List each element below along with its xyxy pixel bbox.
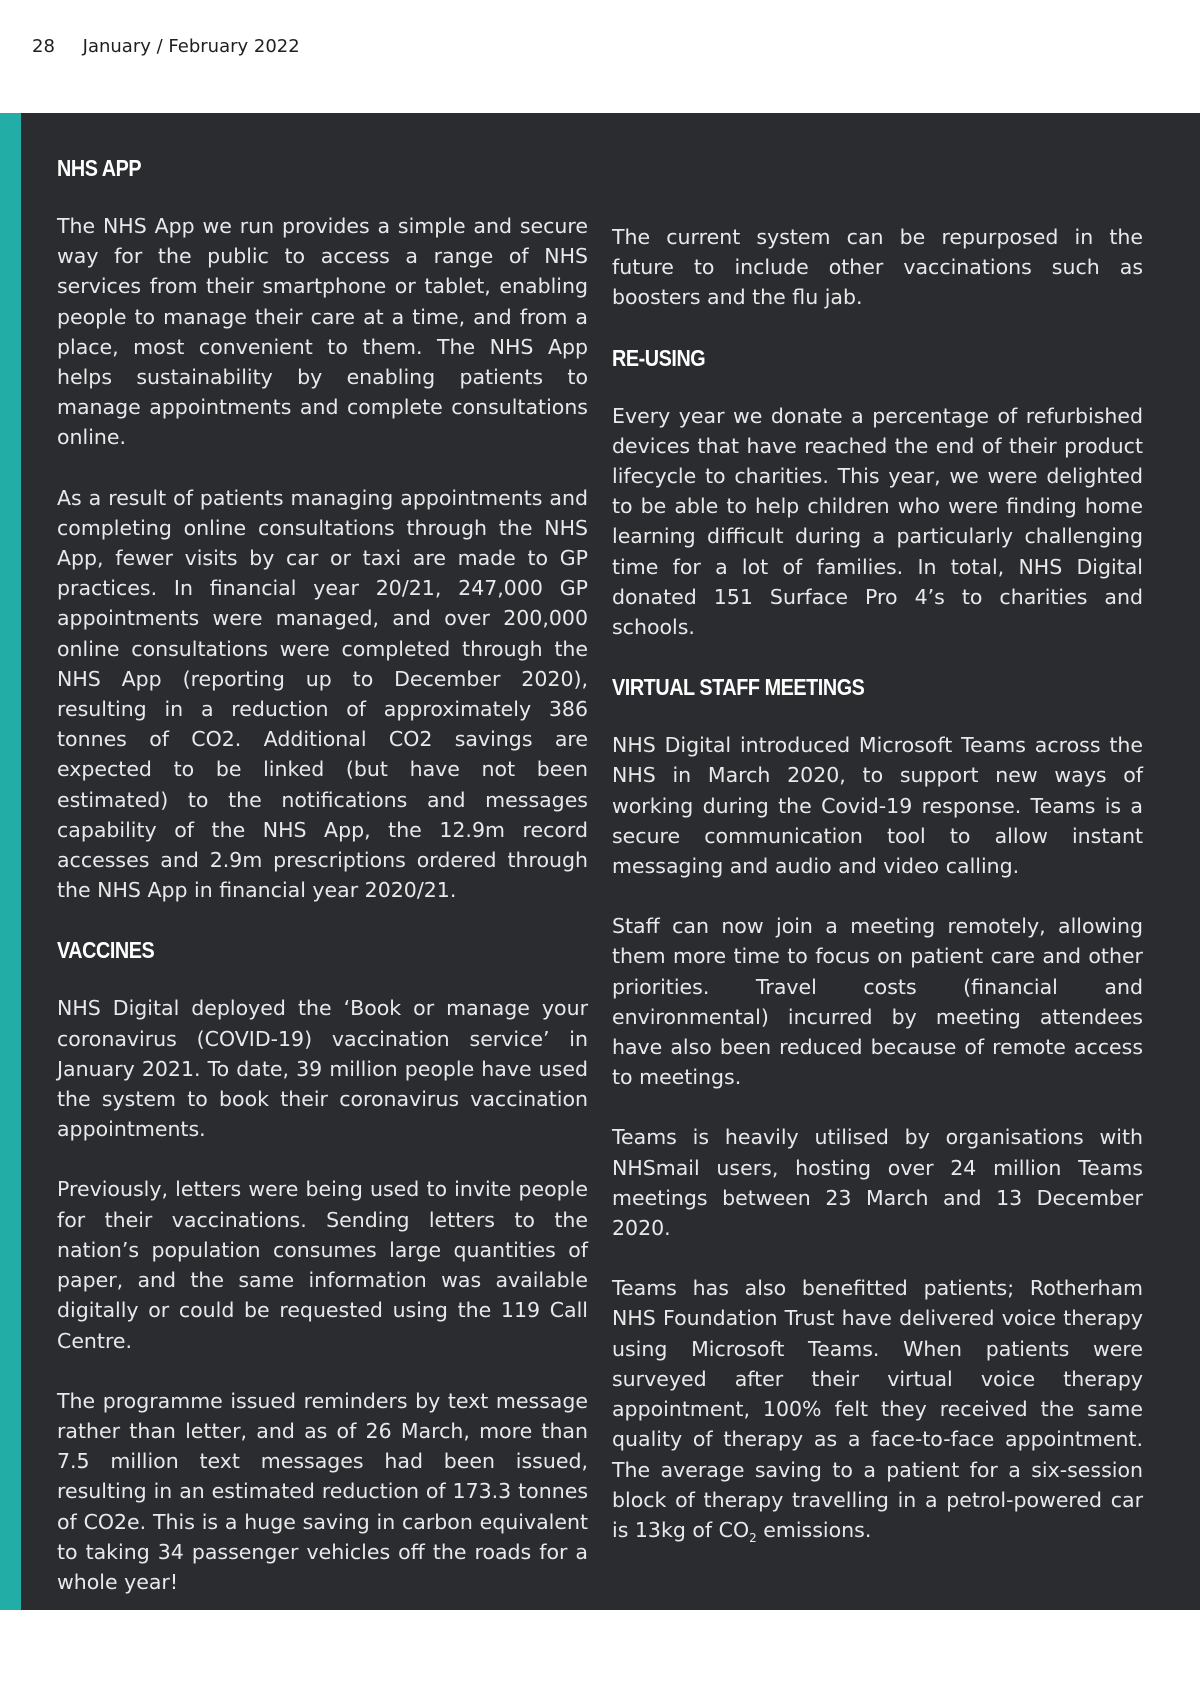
vaccines-continued-paragraph: The current system can be repurposed in the future to include other vaccinations such as boosters and the flu jab. xyxy=(612,225,1143,310)
heading-virtual-staff-meetings: VIRTUAL STAFF MEETINGS xyxy=(612,674,865,701)
meetings-paragraph-4-text: Teams has also benefitted patients; Rotherham NHS Foundation Trust have delivered voice therapy using Microsoft Teams. When patients were surveyed after their virtual voice therapy appointment, 100% felt they received the same quality of therapy as a face-to-face appointment. The average saving to a patient for a six-session block of therapy travelling in a petrol-powered car is 13kg of CO xyxy=(612,1276,1143,1542)
meetings-paragraph-3: Teams is heavily utilised by organisations with NHSmail users, hosting over 24 million Teams meetings between 23 March and 13 December 2020. xyxy=(612,1125,1143,1241)
right-column xyxy=(612,222,1143,1545)
nhs-app-paragraph-2: As a result of patients managing appointments and completing online consultations through the NHS App, fewer visits by car or taxi are made to GP practices. In financial year 20/21, 247,000 GP appointments were managed, and over 200,000 online consultations were completed through the NHS App (reporting up to December 2020), resulting in a reduction of approximately 386 tonnes of CO2. Additional CO2 savings are expected to be linked (but have not been estimated) to the notifications and messages capability of the NHS App, the 12.9m record accesses and 2.9m prescriptions ordered through the NHS App in financial year 2020/21. xyxy=(57,485,588,903)
co2-subscript: 2 xyxy=(749,1530,757,1545)
meetings-paragraph-2: Staff can now join a meeting remotely, allowing them more time to focus on patient care and other priorities. Travel costs (financial and environmental) incurred by meeting attendees have also been reduced because of remote access to meetings. xyxy=(612,914,1143,1090)
heading-nhs-app: NHS APP xyxy=(57,155,142,181)
page-header xyxy=(32,36,300,57)
vaccines-paragraph-3: The programme issued reminders by text message rather than letter, and as of 26 March, more than 7.5 million text messages had been issued, resulting in an estimated reduction of 173.3 tonnes of CO2e. This is a huge saving in carbon equivalent to taking 34 passenger vehicles off the roads for a whole year! xyxy=(57,1388,588,1594)
accent-bar xyxy=(0,113,21,1610)
heading-re-using: RE-USING xyxy=(612,344,706,371)
meetings-paragraph-1: NHS Digital introduced Microsoft Teams across the NHS in March 2020, to support new ways of working during the Covid-19 response. Teams is a secure communication tool to allow instant messaging and audio and video calling. xyxy=(612,733,1143,879)
page-number: 28 xyxy=(32,36,55,57)
meetings-paragraph-4 xyxy=(612,1273,1143,1545)
vaccines-paragraph-1: NHS Digital deployed the ‘Book or manage your coronavirus (COVID-19) vaccination service’ in January 2021. To date, 39 million people have used the system to book their coronavirus vaccination appointments. xyxy=(57,996,588,1142)
heading-vaccines: VACCINES xyxy=(57,937,155,964)
re-using-paragraph-1: Every year we donate a percentage of refurbished devices that have reached the end of their product lifecycle to charities. This year, we were delighted to be able to help children who were finding home learning difficult during a particularly challenging time for a lot of families. In total, NHS Digital donated 151 Surface Pro 4’s to charities and schools. xyxy=(612,403,1143,640)
left-column xyxy=(57,153,588,1597)
issue-date: January / February 2022 xyxy=(82,36,300,57)
content-panel xyxy=(0,113,1200,1610)
nhs-app-paragraph-1: The NHS App we run provides a simple and secure way for the public to access a range of NHS services from their smartphone or tablet, enabling people to manage their care at a time, and from a place, most convenient to them. The NHS App helps sustainability by enabling patients to manage appointments and complete consultations online. xyxy=(57,214,588,450)
meetings-paragraph-4-end: emissions. xyxy=(756,1517,872,1542)
vaccines-paragraph-2: Previously, letters were being used to invite people for their vaccinations. Sending letters to the nation’s population consumes large quantities of paper, and the same information was available digitally or could be requested using the 119 Call Centre. xyxy=(57,1177,588,1353)
